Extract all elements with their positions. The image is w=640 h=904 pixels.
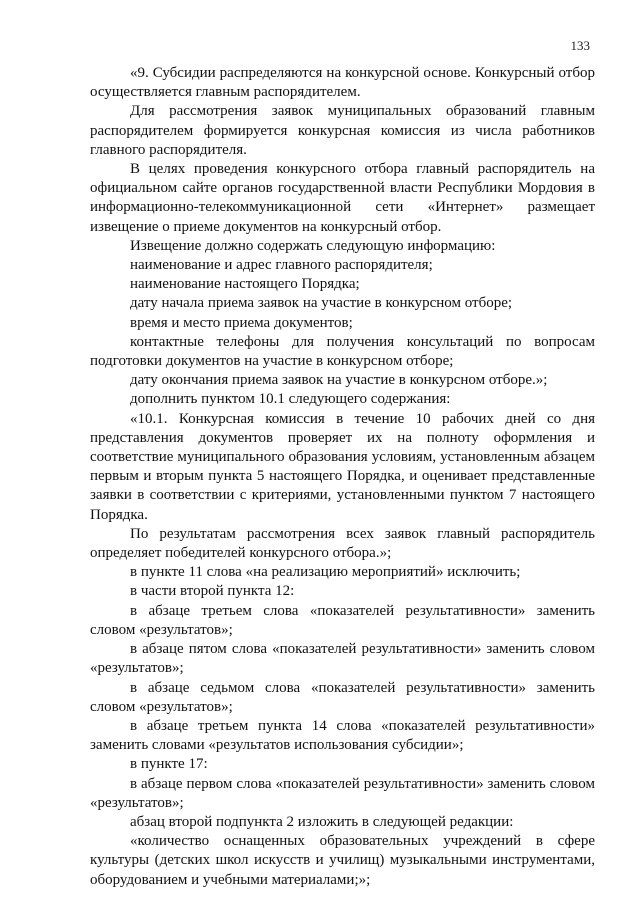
paragraph: в абзаце третьем слова «показателей результативности» заменить словом «результатов»; <box>90 602 595 638</box>
paragraph: Для рассмотрения заявок муниципальных образований главным распорядителем формируется конкурсная комиссия из числа работников главного распорядителя. <box>90 103 595 158</box>
paragraph: в абзаце седьмом слова «показателей результативности» заменить словом «результатов»; <box>90 679 595 715</box>
paragraph: «9. Субсидии распределяются на конкурсной основе. Конкурсный отбор осуществляется главным распорядителем. <box>90 65 595 101</box>
paragraph: По результатам рассмотрения всех заявок главный распорядитель определяет победителей конкурсного отбора.»; <box>90 525 595 562</box>
paragraph: в абзаце пятом слова «показателей результативности» заменить словом «результатов»; <box>90 641 595 677</box>
paragraph: время и место приема документов; <box>130 314 353 331</box>
paragraph: в абзаце третьем пункта 14 слова «показателей результативности» заменить словами «результатов использования субсидии»; <box>90 717 595 754</box>
paragraph: дату начала приема заявок на участие в конкурсном отборе; <box>130 295 513 312</box>
paragraph: В целях проведения конкурсного отбора главный распорядитель на официальном сайте органов государственной власти Республики Мордовия в информационно-телекоммуникационной сети «Интернет» размещает извещение о приеме документов на конкурсный отбор. <box>90 161 595 235</box>
paragraph: абзац второй подпункта 2 изложить в следующей редакции: <box>130 813 514 830</box>
paragraph: наименование настоящего Порядка; <box>130 276 360 293</box>
page-number: 133 <box>570 38 590 53</box>
paragraph: наименование и адрес главного распорядителя; <box>130 257 433 274</box>
paragraph: в абзаце первом слова «показателей результативности» заменить словом «результатов»; <box>90 775 595 811</box>
paragraph: «количество оснащенных образовательных учреждений в сфере культуры (детских школ искусств и училищ) музыкальными инструментами, оборудованием и учебными материалами;»; <box>90 833 595 888</box>
paragraph: Извещение должно содержать следующую информацию: <box>130 237 496 254</box>
document-body <box>90 64 595 890</box>
paragraph: дополнить пунктом 10.1 следующего содержания: <box>130 391 451 408</box>
paragraph: в части второй пункта 12: <box>130 583 295 600</box>
paragraph: «10.1. Конкурсная комиссия в течение 10 рабочих дней со дня представления документов проверяет их на полноту оформления и соответствие муниципального образования условиям, установленным абзацем первым и вторым пункта 5 настоящего Порядка, и оценивает представленные заявки в соответствии с критериями, установленными пунктом 7 настоящего Порядка. <box>90 410 595 523</box>
paragraph: контактные телефоны для получения консультаций по вопросам подготовки документов на участие в конкурсном отборе; <box>90 333 595 370</box>
paragraph: дату окончания приема заявок на участие в конкурсном отборе.»; <box>130 372 548 389</box>
paragraph: в пункте 17: <box>130 756 208 773</box>
paragraph: в пункте 11 слова «на реализацию мероприятий» исключить; <box>130 564 521 581</box>
